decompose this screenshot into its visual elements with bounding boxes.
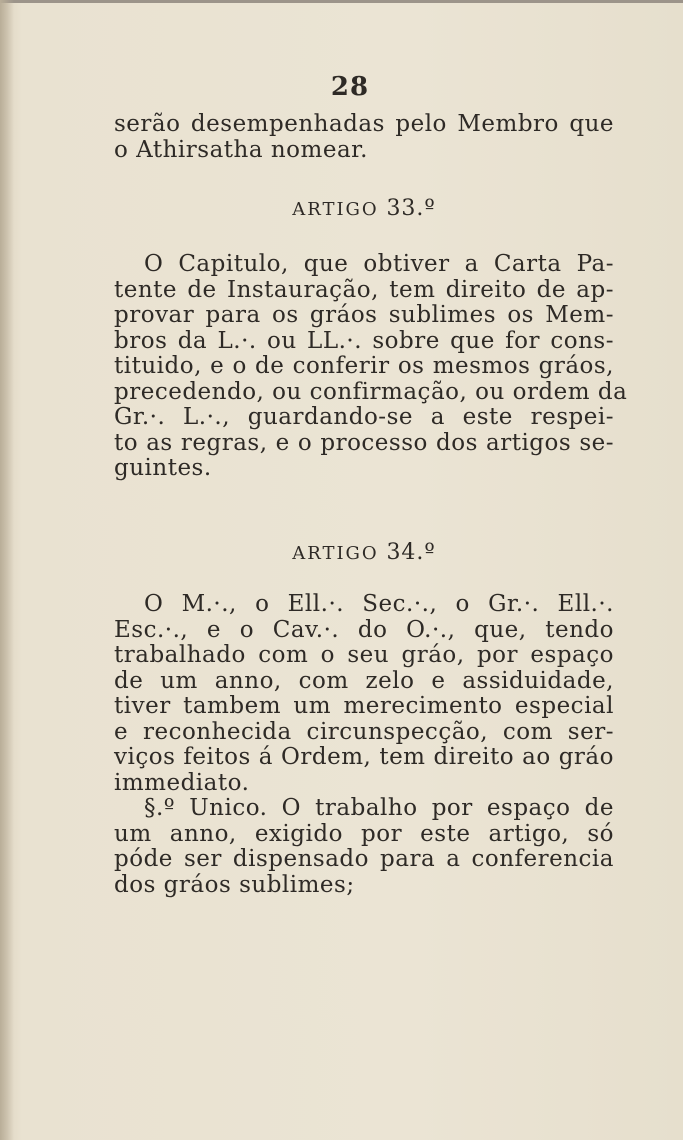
article-34-heading xyxy=(114,540,614,565)
heading-word: ARTIGO xyxy=(292,199,379,220)
text-line: um anno, exigido por este artigo, só xyxy=(114,820,614,847)
text-line: provar para os gráos sublimes os Mem- xyxy=(114,302,614,328)
text-line: §.º Unico. O trabalho por espaço de xyxy=(144,795,614,821)
text-line: O M.·., o Ell.·. Sec.·., o Gr.·. Ell.·. xyxy=(144,591,614,617)
intro-paragraph xyxy=(114,112,614,163)
text-line: guintes. xyxy=(114,455,212,481)
page-number: 28 xyxy=(330,72,370,102)
article-34-body xyxy=(114,592,614,898)
heading-word: ARTIGO xyxy=(292,543,379,564)
text-line: O Capitulo, que obtiver a Carta Pa- xyxy=(144,251,614,277)
text-line: trabalhado com o seu gráo, por espaço xyxy=(114,642,614,668)
text-line: tiver tambem um merecimento especial xyxy=(114,693,614,719)
text-line: immediato. xyxy=(114,769,250,796)
text-line: to as regras, e o processo dos artigos se- xyxy=(114,429,614,456)
text-line: serão desempenhadas pelo Membro que xyxy=(114,111,614,137)
text-line: precedendo, ou confirmação, ou ordem da xyxy=(114,378,628,405)
text-line: póde ser dispensado para a conferencia xyxy=(114,846,614,872)
binding-shadow xyxy=(0,0,14,1140)
text-line: tente de Instauração, tem direito de ap- xyxy=(114,276,614,303)
article-33-body xyxy=(114,251,628,482)
text-line: viços feitos á Ordem, tem direito ao gráo xyxy=(114,744,614,770)
page-top-edge xyxy=(0,0,683,3)
text-line: bros da L.·. ou LL.·. sobre que for cons- xyxy=(114,327,614,354)
heading-number: 33.º xyxy=(386,196,436,221)
text-line: tituido, e o de conferir os mesmos gráos, xyxy=(114,353,614,379)
text-line: de um anno, com zelo e assiduidade, xyxy=(114,667,614,694)
article-33-heading xyxy=(114,196,614,221)
text-line: o Athirsatha nomear. xyxy=(114,136,368,163)
text-line: dos gráos sublimes; xyxy=(114,871,355,898)
heading-number: 34.º xyxy=(386,540,436,565)
text-line: Gr.·. L.·., guardando-se a este respei- xyxy=(114,404,614,430)
text-line: Esc.·., e o Cav.·. do O.·., que, tendo xyxy=(114,616,614,643)
text-line: e reconhecida circunspecção, com ser- xyxy=(114,718,614,745)
